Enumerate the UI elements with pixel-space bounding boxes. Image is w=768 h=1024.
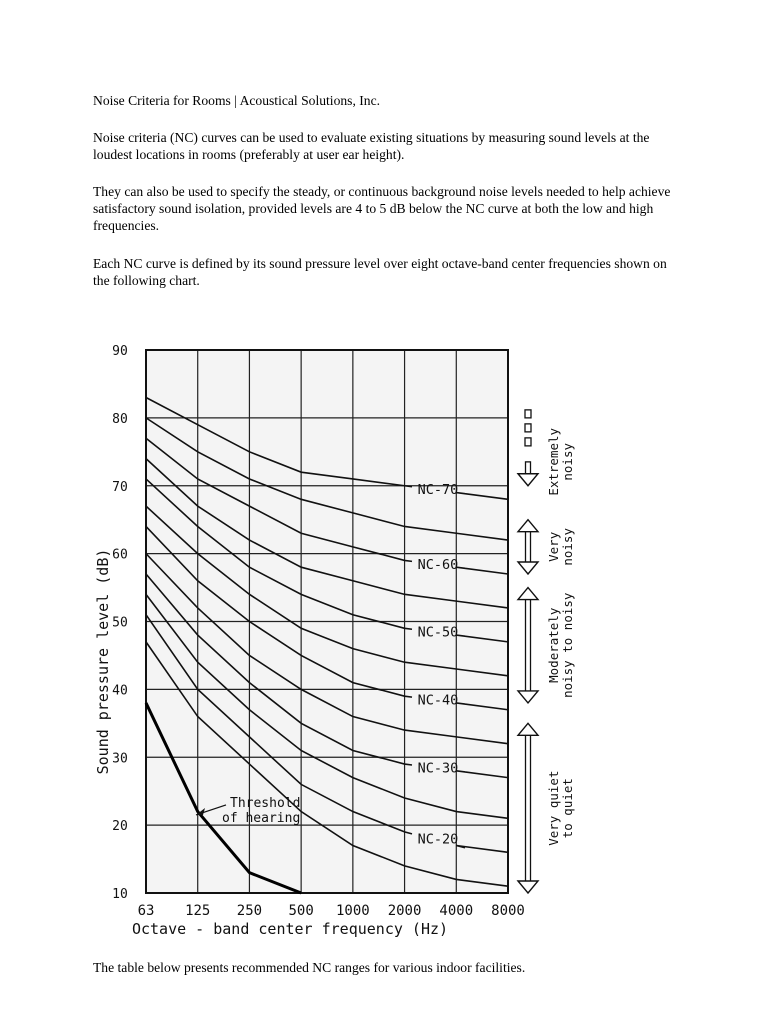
range-label-group: [546, 528, 575, 566]
nc-curve-label: NC-70: [417, 482, 459, 499]
paragraph-3: Each NC curve is defined by its sound pressure level over eight octave-band center frequencies shown on the following chart.: [93, 256, 667, 288]
y-tick-label: 60: [112, 547, 128, 563]
range-arrow-up: [518, 520, 538, 532]
y-tick-label: 90: [112, 344, 128, 359]
y-tick-label: 20: [112, 819, 128, 835]
annotation-line-1: Threshold: [230, 795, 301, 811]
range-arrow-shaft: [526, 530, 531, 564]
x-tick-label: 250: [236, 903, 263, 919]
range-tick-mark: [525, 410, 531, 418]
document-title: Noise Criteria for Rooms | Acoustical Solutions, Inc.: [93, 93, 381, 108]
range-label-text: Moderately: [546, 607, 561, 683]
y-axis-label: Sound pressure level (dB): [94, 548, 112, 775]
range-arrow-down: [518, 474, 538, 486]
range-label-group: [546, 592, 575, 698]
x-tick-label: 4000: [439, 903, 474, 919]
y-tick-label: 10: [112, 887, 128, 902]
nc-curve-label: NC-30: [417, 760, 459, 777]
range-label-group: [546, 771, 575, 846]
range-arrow-down: [518, 562, 538, 574]
x-tick-label: 2000: [387, 903, 422, 919]
range-label-text: Very quiet: [546, 770, 561, 846]
range-arrow-shaft: [526, 598, 531, 693]
range-arrow-shaft: [526, 733, 531, 883]
y-tick-label: 30: [112, 751, 128, 767]
y-tick-label: 70: [112, 479, 128, 495]
nc-curve-label: NC-40: [417, 692, 459, 709]
y-tick-label: 80: [112, 411, 128, 427]
range-label-group: [546, 427, 575, 495]
footer-text: The table below presents recommended NC ranges for various indoor facilities.: [93, 960, 526, 975]
range-label-text: Very: [546, 531, 561, 562]
x-tick-label: 63: [137, 903, 155, 919]
range-arrow-down: [518, 881, 538, 893]
x-tick-label: 125: [185, 903, 211, 919]
range-arrow-down: [518, 691, 538, 703]
range-label-text: noisy to noisy: [560, 592, 575, 698]
range-label-text: noisy: [560, 528, 575, 566]
x-tick-label: 8000: [491, 903, 525, 919]
paragraph-2: They can also be used to specify the steady, or continuous background noise levels needed to help achieve satisfactory sound isolation, provided levels are 4 to 5 dB below the NC curve at both the low and high frequencies.: [93, 184, 671, 233]
x-tick-label: 500: [288, 903, 314, 919]
range-arrow-up: [518, 723, 538, 735]
x-axis-label: Octave - band center frequency (Hz): [131, 920, 449, 938]
range-tick-mark: [525, 424, 531, 432]
range-label-text: to quiet: [560, 778, 575, 839]
nc-curve-label: NC-50: [417, 624, 459, 641]
nc-curve-label: NC-20: [417, 831, 459, 848]
range-label-text: Extremely: [546, 427, 561, 496]
paragraph-1: Noise criteria (NC) curves can be used to evaluate existing situations by measuring sound levels at the loudest locations in rooms (preferably at user ear height).: [93, 130, 650, 162]
annotation-line-2: of hearing: [222, 810, 301, 826]
range-label-text: noisy: [560, 442, 575, 481]
range-arrow-up: [518, 588, 538, 600]
nc-curve-label: NC-60: [417, 556, 459, 573]
range-tick-mark: [525, 438, 531, 446]
x-tick-label: 1000: [335, 903, 370, 919]
y-tick-label: 40: [112, 683, 128, 699]
y-tick-label: 50: [112, 615, 128, 631]
